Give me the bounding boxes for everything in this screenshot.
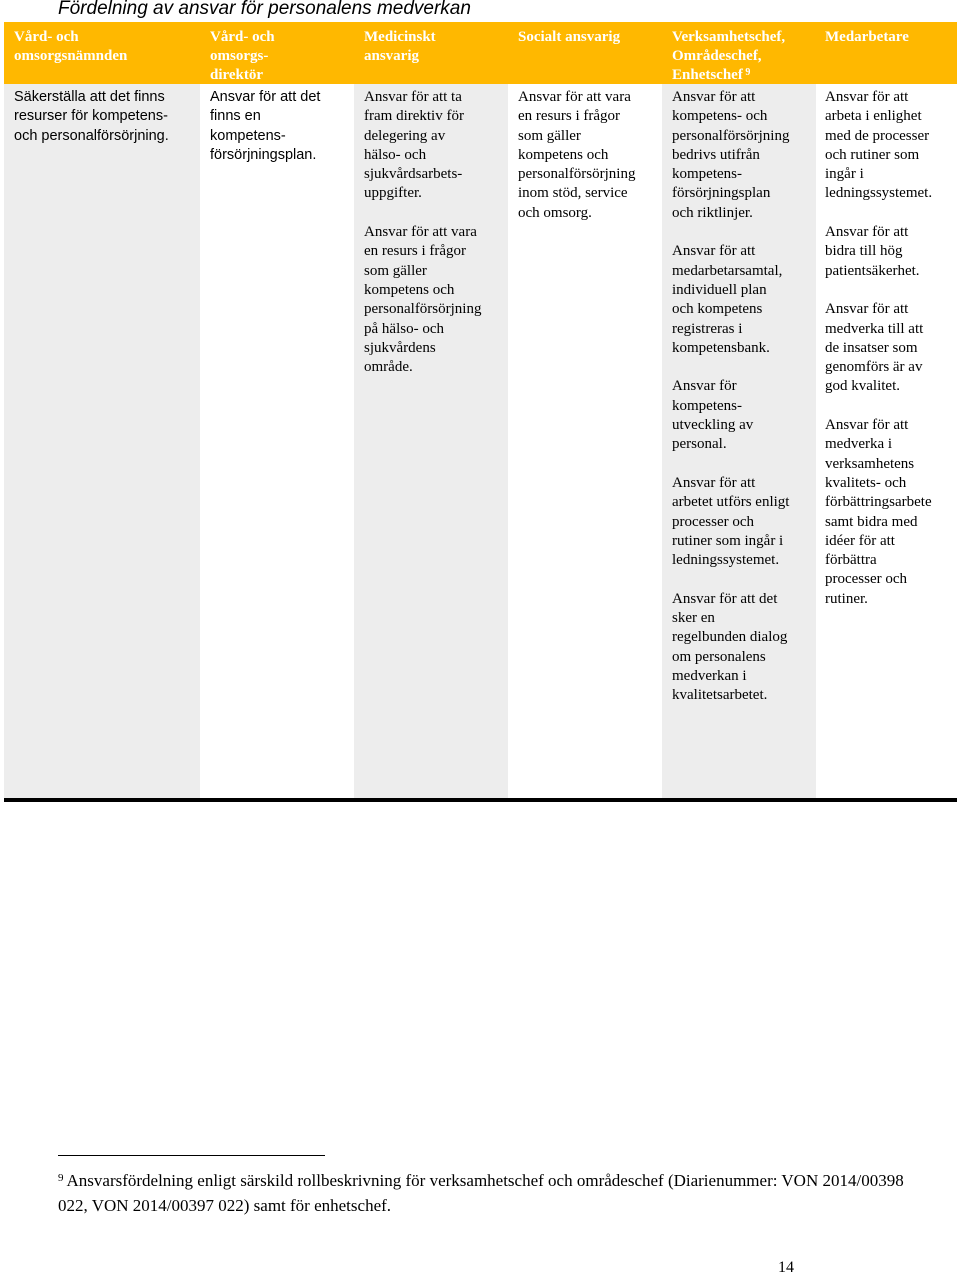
page-title: Fördelning av ansvar för personalens medverkan: [58, 0, 471, 19]
paragraph-line: som gäller: [364, 262, 427, 279]
header-label-medarbetare: [825, 28, 955, 47]
responsibility-paragraph: [518, 88, 660, 223]
table-header-cell: [200, 22, 354, 84]
paragraph-line: Ansvar för att vara: [518, 89, 631, 105]
paragraph-line: medverka i: [825, 436, 893, 453]
paragraph-line: personalförsörjning: [672, 127, 790, 144]
paragraph-line: inom stöd, service: [518, 185, 628, 202]
header-line: Områdeschef,: [672, 48, 762, 64]
paragraph-line: om personalens: [672, 648, 766, 665]
paragraph-line: registreras i: [672, 320, 743, 337]
cell-direktör: [210, 88, 352, 165]
paragraph-line: rutiner som ingår i: [672, 532, 784, 549]
cell-medicinskt-ansvarig: [364, 88, 506, 377]
paragraph-line: och kompetens: [672, 301, 763, 318]
header-label-verksamhetschef: [672, 28, 814, 85]
header-line: Vård- och: [210, 29, 275, 45]
paragraph-line: medverka till att: [825, 320, 924, 337]
paragraph-line: arbeta i enlighet: [825, 108, 922, 125]
paragraph-line: förbättra: [825, 552, 877, 569]
cell-verksamhetschef: [672, 88, 816, 706]
paragraph-line: fram direktiv för: [364, 108, 464, 125]
responsibility-paragraph: [364, 88, 506, 204]
table-header-cell: [508, 22, 662, 84]
responsibility-paragraph: [672, 242, 816, 358]
paragraph-line: bedrivs utifrån: [672, 146, 760, 163]
paragraph-line: finns en: [210, 108, 261, 125]
paragraph-line: regelbunden dialog: [672, 629, 788, 646]
page-number: 14: [778, 1259, 794, 1276]
paragraph-line: försörjningsplan: [672, 185, 771, 202]
footnote-separator: [58, 1155, 325, 1156]
paragraph-line: och omsorg.: [518, 204, 592, 221]
paragraph-line: kompetens-: [672, 166, 742, 183]
paragraph-line: bidra till hög: [825, 243, 903, 260]
table-header-cell: [816, 22, 957, 84]
paragraph-line: kompetens-: [672, 397, 742, 414]
header-line: Medarbetare: [825, 29, 909, 45]
responsibility-paragraph: [672, 377, 816, 454]
paragraph-line: samt bidra med: [825, 513, 918, 530]
responsibility-paragraph: [210, 88, 352, 165]
paragraph-line: kompetens- och: [672, 108, 768, 125]
footnote-text: Ansvarsfördelning enligt särskild rollbeskrivning för verksamhetschef och områdeschef (Diarienummer: VON 2014/00398 022, VON 2014/00397 022) samt för enhetschef.: [58, 1171, 904, 1215]
paragraph-line: med de processer: [825, 127, 930, 144]
paragraph-line: verksamhetens: [825, 455, 915, 472]
header-line: ansvarig: [364, 48, 420, 64]
cell-nämnd: [14, 88, 198, 146]
paragraph-line: område.: [364, 359, 413, 376]
responsibility-paragraph: [14, 88, 198, 146]
paragraph-line: Ansvar för att: [672, 474, 756, 491]
paragraph-line: individuell plan: [672, 281, 767, 298]
paragraph-line: genomförs är av: [825, 359, 923, 376]
paragraph-line: Ansvar för att: [672, 89, 756, 105]
header-line: Socialt ansvarig: [518, 29, 621, 45]
responsibility-paragraph: [672, 590, 816, 706]
paragraph-line: Ansvar för att ta: [364, 89, 462, 105]
header-line: omsorgsnämnden: [14, 48, 128, 64]
footnote: [58, 1168, 918, 1218]
paragraph-line: patientsäkerhet.: [825, 262, 920, 279]
paragraph-line: Ansvar för att: [825, 301, 909, 318]
paragraph-line: personalförsörjning: [364, 301, 482, 318]
header-line: Enhetschef: [672, 67, 743, 83]
header-line: omsorgs-: [210, 48, 269, 64]
paragraph-line: hälso- och: [364, 146, 427, 163]
paragraph-line: Ansvar för att: [825, 224, 909, 241]
table-header-cell: [4, 22, 200, 84]
paragraph-line: försörjningsplan.: [210, 146, 317, 163]
table-header-cell: [354, 22, 508, 84]
paragraph-line: medarbetarsamtal,: [672, 262, 783, 279]
paragraph-line: delegering av: [364, 127, 446, 144]
paragraph-line: sker en: [672, 610, 715, 627]
header-label-socialt-ansvarig: [518, 28, 658, 47]
paragraph-line: sjukvårdens: [364, 339, 436, 356]
paragraph-line: Ansvar för att vara: [364, 224, 477, 241]
paragraph-line: kompetens och: [518, 146, 609, 163]
paragraph-line: medverkan i: [672, 667, 747, 684]
responsibility-paragraph: [672, 88, 816, 223]
table-bottom-rule: [4, 798, 957, 802]
header-line: Medicinskt: [364, 29, 436, 45]
paragraph-line: kompetensbank.: [672, 339, 770, 356]
cell-medarbetare: [825, 88, 957, 609]
paragraph-line: och personalförsörjning.: [14, 127, 169, 144]
responsibility-paragraph: [364, 223, 506, 377]
paragraph-line: Ansvar för att: [672, 243, 756, 260]
cell-socialt-ansvarig: [518, 88, 660, 223]
responsibility-paragraph: [825, 416, 957, 609]
paragraph-line: personalförsörjning: [518, 166, 636, 183]
paragraph-line: ledningssystemet.: [672, 552, 780, 569]
paragraph-line: resurser för kompetens-: [14, 108, 168, 125]
paragraph-line: personal.: [672, 436, 727, 453]
paragraph-line: idéer för att: [825, 532, 895, 549]
paragraph-line: utveckling av: [672, 417, 754, 434]
paragraph-line: god kvalitet.: [825, 378, 900, 395]
paragraph-line: kvalitets- och: [825, 474, 907, 491]
paragraph-line: på hälso- och: [364, 320, 444, 337]
paragraph-line: processer och: [672, 513, 755, 530]
paragraph-line: en resurs i frågor: [364, 243, 467, 260]
header-label-nämnd: [14, 28, 196, 66]
header-line: direktör: [210, 67, 264, 83]
footnote-reference: 9: [742, 67, 751, 78]
paragraph-line: som gäller: [518, 127, 581, 144]
paragraph-line: ingår i: [825, 166, 864, 183]
paragraph-line: arbetet utförs enligt: [672, 494, 790, 511]
responsibility-paragraph: [825, 223, 957, 281]
responsibility-paragraph: [825, 300, 957, 396]
paragraph-line: ledningssystemet.: [825, 185, 933, 202]
paragraph-line: kompetens-: [210, 127, 286, 144]
header-label-medicinskt-ansvarig: [364, 28, 504, 66]
paragraph-line: Säkerställa att det finns: [14, 89, 165, 105]
paragraph-line: förbättringsarbete: [825, 494, 932, 511]
table-column-direktör: [200, 84, 354, 800]
paragraph-line: Ansvar för: [672, 378, 737, 395]
paragraph-line: kompetens och: [364, 281, 455, 298]
header-line: Vård- och: [14, 29, 79, 45]
header-label-direktör: [210, 28, 350, 85]
paragraph-line: rutiner.: [825, 590, 868, 607]
responsibility-paragraph: [672, 474, 816, 570]
footnote-number: 9: [58, 1172, 64, 1184]
paragraph-line: uppgifter.: [364, 185, 422, 202]
paragraph-line: Ansvar för att: [825, 417, 909, 434]
paragraph-line: Ansvar för att det: [672, 590, 778, 607]
paragraph-line: sjukvårdsarbets-: [364, 166, 463, 183]
table-column-nämnd: [4, 84, 200, 800]
paragraph-line: en resurs i frågor: [518, 108, 621, 125]
paragraph-line: och riktlinjer.: [672, 204, 753, 221]
paragraph-line: kvalitetsarbetet.: [672, 687, 768, 704]
responsibility-paragraph: [825, 88, 957, 204]
paragraph-line: och rutiner som: [825, 146, 920, 163]
paragraph-line: processer och: [825, 571, 908, 588]
header-line: Verksamhetschef,: [672, 29, 786, 45]
table-header-cell: [662, 22, 816, 84]
paragraph-line: de insatser som: [825, 339, 918, 356]
paragraph-line: Ansvar för att det: [210, 89, 321, 105]
paragraph-line: Ansvar för att: [825, 89, 909, 105]
